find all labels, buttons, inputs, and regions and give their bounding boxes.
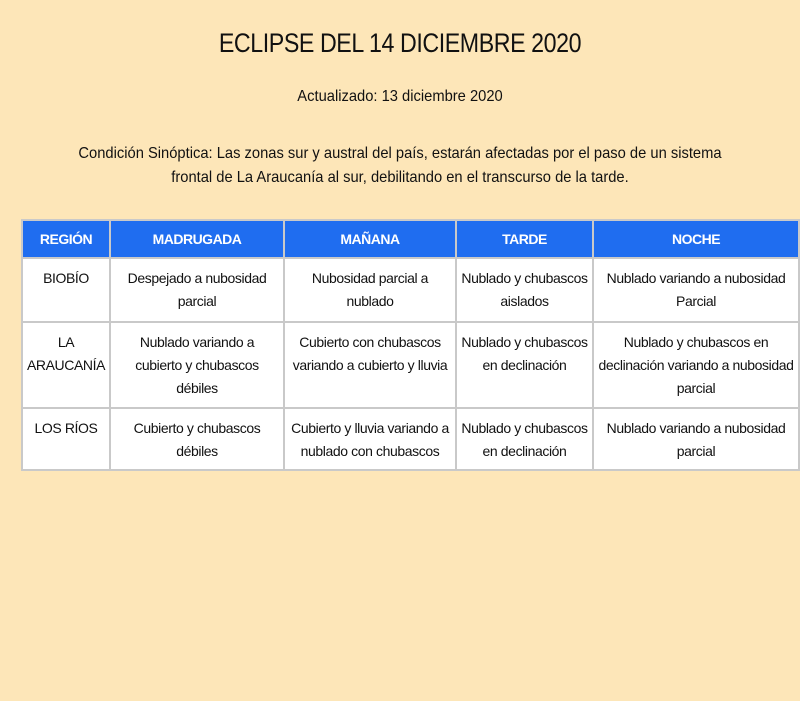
region-cell: LA ARAUCANÍA — [22, 322, 110, 408]
tarde-cell: Nublado y chubascos en declinación — [456, 408, 593, 470]
table-row — [22, 258, 799, 322]
noche-cell: Nublado variando a nubosidad Parcial — [593, 258, 799, 322]
noche-cell: Nublado y chubascos en declinación variando a nubosidad parcial — [593, 322, 799, 408]
updated-date: Actualizado: 13 diciembre 2020 — [297, 88, 503, 105]
header-madrugada: MADRUGADA — [110, 220, 284, 258]
table-header-row — [22, 220, 799, 258]
manana-cell: Cubierto y lluvia variando a nublado con chubascos — [284, 408, 456, 470]
forecast-table — [21, 219, 800, 471]
manana-cell: Nubosidad parcial a nublado — [284, 258, 456, 322]
synoptic-condition: Condición Sinóptica: Las zonas sur y austral del país, estarán afectadas por el paso de un sistema frontal de La Araucanía al sur, debilitando en el transcurso de la tarde. — [78, 145, 722, 186]
madrugada-cell: Nublado variando a cubierto y chubascos débiles — [110, 322, 284, 408]
region-cell: BIOBÍO — [22, 258, 110, 322]
region-cell: LOS RÍOS — [22, 408, 110, 470]
header-region: REGIÓN — [22, 220, 110, 258]
page-title: ECLIPSE DEL 14 DICIEMBRE 2020 — [218, 28, 582, 58]
header-noche: NOCHE — [593, 220, 799, 258]
tarde-cell: Nublado y chubascos aislados — [456, 258, 593, 322]
header-tarde: TARDE — [456, 220, 593, 258]
madrugada-cell: Despejado a nubosidad parcial — [110, 258, 284, 322]
noche-cell: Nublado variando a nubosidad parcial — [593, 408, 799, 470]
manana-cell: Cubierto con chubascos variando a cubierto y lluvia — [284, 322, 456, 408]
table-row — [22, 322, 799, 408]
madrugada-cell: Cubierto y chubascos débiles — [110, 408, 284, 470]
table-row — [22, 408, 799, 470]
header-manana: MAÑANA — [284, 220, 456, 258]
tarde-cell: Nublado y chubascos en declinación — [456, 322, 593, 408]
